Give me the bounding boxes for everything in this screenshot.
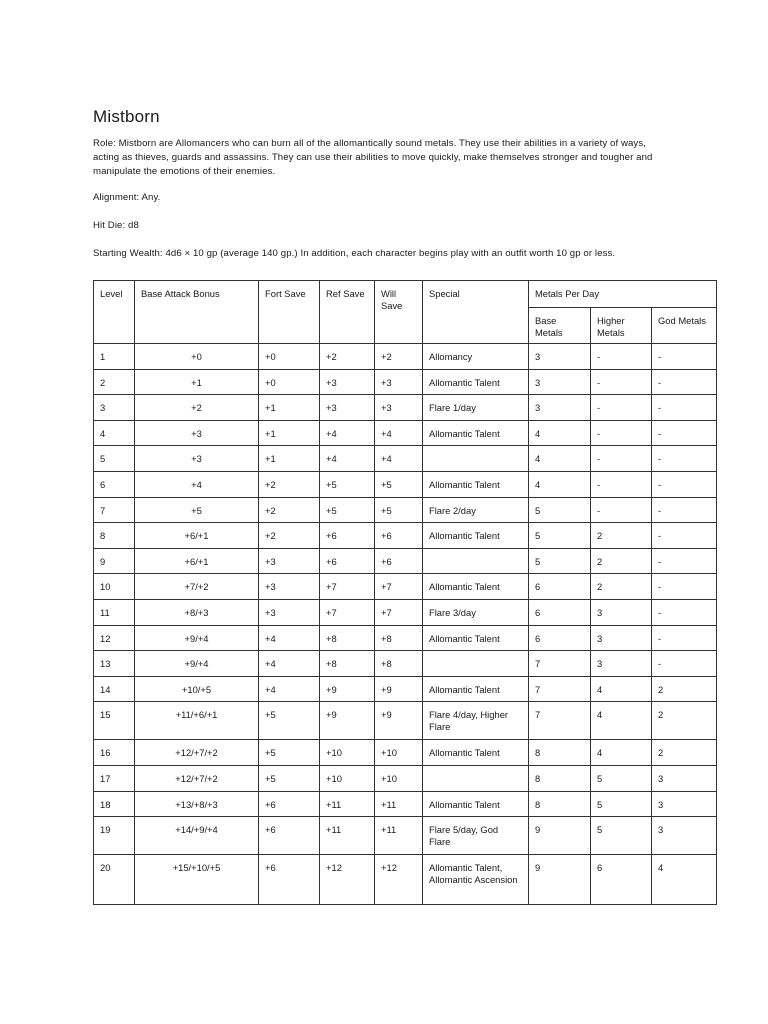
page-title: Mistborn xyxy=(93,107,160,126)
header-level: Level xyxy=(94,281,135,344)
cell-ref-save: +4 xyxy=(320,420,375,446)
cell-ref-save: +7 xyxy=(320,599,375,625)
header-higher-metals: Higher Metals xyxy=(591,308,652,344)
cell-base-metals: 6 xyxy=(529,625,591,651)
table-row xyxy=(94,395,717,421)
cell-base-attack-bonus: +6/+1 xyxy=(135,548,259,574)
cell-higher-metals: - xyxy=(591,344,652,370)
cell-fort-save: +4 xyxy=(259,625,320,651)
cell-special xyxy=(423,446,529,472)
cell-will-save: +6 xyxy=(375,523,423,549)
table-row xyxy=(94,702,717,740)
cell-special xyxy=(423,765,529,791)
cell-special xyxy=(423,548,529,574)
cell-fort-save: +5 xyxy=(259,702,320,740)
starting-wealth-paragraph: Starting Wealth: 4d6 × 10 gp (average 140 gp.) In addition, each character begins play with an outfit worth 10 gp or less. xyxy=(93,248,616,259)
cell-fort-save: +6 xyxy=(259,817,320,855)
cell-ref-save: +11 xyxy=(320,817,375,855)
cell-base-attack-bonus: +4 xyxy=(135,471,259,497)
cell-special: Allomantic Talent xyxy=(423,740,529,766)
table-row xyxy=(94,548,717,574)
cell-base-attack-bonus: +7/+2 xyxy=(135,574,259,600)
cell-god-metals: - xyxy=(652,369,717,395)
cell-fort-save: +1 xyxy=(259,395,320,421)
cell-base-metals: 3 xyxy=(529,369,591,395)
cell-base-attack-bonus: +10/+5 xyxy=(135,676,259,702)
cell-level: 16 xyxy=(94,740,135,766)
cell-base-attack-bonus: +13/+8/+3 xyxy=(135,791,259,817)
cell-higher-metals: 4 xyxy=(591,676,652,702)
cell-base-metals: 9 xyxy=(529,855,591,905)
cell-will-save: +6 xyxy=(375,548,423,574)
cell-ref-save: +4 xyxy=(320,446,375,472)
cell-fort-save: +4 xyxy=(259,651,320,677)
table-row xyxy=(94,855,717,905)
header-base-metals: Base Metals xyxy=(529,308,591,344)
cell-level: 9 xyxy=(94,548,135,574)
cell-god-metals: - xyxy=(652,344,717,370)
cell-ref-save: +11 xyxy=(320,791,375,817)
cell-base-metals: 6 xyxy=(529,574,591,600)
header-god-metals: God Metals xyxy=(652,308,717,344)
header-fort-save: Fort Save xyxy=(259,281,320,344)
cell-special: Flare 5/day, God Flare xyxy=(423,817,529,855)
cell-base-attack-bonus: +0 xyxy=(135,344,259,370)
cell-higher-metals: - xyxy=(591,369,652,395)
role-paragraph: Role: Mistborn are Allomancers who can burn all of the allomantically sound metals. They use their abilities in a variety of ways, acting as thieves, guards and assassins. They can use their abilities to move quickly, make themselves stronger and tougher and manipulate the emotions of their enemies. xyxy=(93,138,653,177)
cell-base-attack-bonus: +14/+9/+4 xyxy=(135,817,259,855)
cell-will-save: +3 xyxy=(375,369,423,395)
cell-will-save: +7 xyxy=(375,599,423,625)
cell-higher-metals: 5 xyxy=(591,765,652,791)
table-row xyxy=(94,523,717,549)
cell-fort-save: +5 xyxy=(259,765,320,791)
table-row xyxy=(94,344,717,370)
cell-level: 12 xyxy=(94,625,135,651)
cell-ref-save: +6 xyxy=(320,523,375,549)
cell-god-metals: 4 xyxy=(652,855,717,905)
cell-ref-save: +3 xyxy=(320,369,375,395)
cell-will-save: +11 xyxy=(375,791,423,817)
cell-will-save: +9 xyxy=(375,676,423,702)
cell-base-attack-bonus: +2 xyxy=(135,395,259,421)
cell-god-metals: - xyxy=(652,395,717,421)
cell-special: Allomantic Talent xyxy=(423,676,529,702)
cell-base-metals: 7 xyxy=(529,676,591,702)
cell-special: Allomantic Talent xyxy=(423,420,529,446)
cell-higher-metals: 2 xyxy=(591,523,652,549)
table-row xyxy=(94,471,717,497)
cell-god-metals: - xyxy=(652,446,717,472)
header-will-save: Will Save xyxy=(375,281,423,344)
table-row xyxy=(94,765,717,791)
table-row xyxy=(94,420,717,446)
cell-base-attack-bonus: +3 xyxy=(135,420,259,446)
cell-level: 2 xyxy=(94,369,135,395)
cell-will-save: +9 xyxy=(375,702,423,740)
cell-will-save: +4 xyxy=(375,420,423,446)
cell-will-save: +3 xyxy=(375,395,423,421)
cell-fort-save: +5 xyxy=(259,740,320,766)
cell-level: 20 xyxy=(94,855,135,905)
table-row xyxy=(94,651,717,677)
cell-special: Allomantic Talent xyxy=(423,523,529,549)
cell-ref-save: +5 xyxy=(320,471,375,497)
cell-special: Flare 2/day xyxy=(423,497,529,523)
cell-will-save: +5 xyxy=(375,471,423,497)
cell-ref-save: +9 xyxy=(320,676,375,702)
cell-base-attack-bonus: +5 xyxy=(135,497,259,523)
cell-base-metals: 6 xyxy=(529,599,591,625)
cell-higher-metals: 5 xyxy=(591,817,652,855)
cell-will-save: +11 xyxy=(375,817,423,855)
cell-level: 14 xyxy=(94,676,135,702)
cell-base-attack-bonus: +9/+4 xyxy=(135,651,259,677)
cell-base-metals: 5 xyxy=(529,497,591,523)
cell-fort-save: +0 xyxy=(259,369,320,395)
cell-base-metals: 8 xyxy=(529,740,591,766)
table-row xyxy=(94,817,717,855)
cell-base-metals: 8 xyxy=(529,791,591,817)
cell-higher-metals: 4 xyxy=(591,702,652,740)
cell-god-metals: 3 xyxy=(652,765,717,791)
table-row xyxy=(94,676,717,702)
cell-will-save: +2 xyxy=(375,344,423,370)
cell-base-metals: 4 xyxy=(529,420,591,446)
cell-will-save: +10 xyxy=(375,740,423,766)
cell-god-metals: 2 xyxy=(652,702,717,740)
cell-special xyxy=(423,651,529,677)
cell-level: 15 xyxy=(94,702,135,740)
table-row xyxy=(94,574,717,600)
table-row xyxy=(94,369,717,395)
cell-special: Flare 4/day, Higher Flare xyxy=(423,702,529,740)
cell-base-attack-bonus: +15/+10/+5 xyxy=(135,855,259,905)
cell-will-save: +5 xyxy=(375,497,423,523)
cell-god-metals: - xyxy=(652,651,717,677)
cell-fort-save: +3 xyxy=(259,599,320,625)
cell-special: Allomantic Talent xyxy=(423,369,529,395)
cell-level: 19 xyxy=(94,817,135,855)
cell-fort-save: +2 xyxy=(259,471,320,497)
cell-base-attack-bonus: +1 xyxy=(135,369,259,395)
cell-base-metals: 7 xyxy=(529,651,591,677)
cell-ref-save: +8 xyxy=(320,651,375,677)
cell-ref-save: +5 xyxy=(320,497,375,523)
cell-base-metals: 3 xyxy=(529,395,591,421)
cell-higher-metals: - xyxy=(591,446,652,472)
cell-special: Allomantic Talent xyxy=(423,471,529,497)
cell-ref-save: +6 xyxy=(320,548,375,574)
cell-special: Allomancy xyxy=(423,344,529,370)
cell-special: Flare 1/day xyxy=(423,395,529,421)
cell-will-save: +10 xyxy=(375,765,423,791)
hit-die-paragraph: Hit Die: d8 xyxy=(93,220,139,231)
cell-base-attack-bonus: +11/+6/+1 xyxy=(135,702,259,740)
cell-god-metals: - xyxy=(652,523,717,549)
cell-god-metals: - xyxy=(652,497,717,523)
cell-ref-save: +9 xyxy=(320,702,375,740)
cell-god-metals: 3 xyxy=(652,817,717,855)
cell-base-metals: 5 xyxy=(529,548,591,574)
cell-higher-metals: 2 xyxy=(591,548,652,574)
cell-fort-save: +1 xyxy=(259,420,320,446)
cell-god-metals: - xyxy=(652,471,717,497)
cell-ref-save: +10 xyxy=(320,765,375,791)
table-body xyxy=(94,344,717,905)
cell-base-attack-bonus: +6/+1 xyxy=(135,523,259,549)
cell-base-metals: 7 xyxy=(529,702,591,740)
header-base-attack-bonus: Base Attack Bonus xyxy=(135,281,259,344)
cell-god-metals: - xyxy=(652,574,717,600)
table-row xyxy=(94,446,717,472)
cell-fort-save: +2 xyxy=(259,497,320,523)
cell-level: 5 xyxy=(94,446,135,472)
table-row xyxy=(94,625,717,651)
cell-special: Allomantic Talent, Allomantic Ascension xyxy=(423,855,529,905)
cell-base-attack-bonus: +12/+7/+2 xyxy=(135,765,259,791)
cell-ref-save: +7 xyxy=(320,574,375,600)
cell-base-attack-bonus: +8/+3 xyxy=(135,599,259,625)
cell-higher-metals: 3 xyxy=(591,599,652,625)
alignment-paragraph: Alignment: Any. xyxy=(93,192,161,203)
table-row xyxy=(94,791,717,817)
cell-special: Allomantic Talent xyxy=(423,574,529,600)
cell-level: 10 xyxy=(94,574,135,600)
cell-higher-metals: 4 xyxy=(591,740,652,766)
cell-higher-metals: - xyxy=(591,395,652,421)
cell-god-metals: - xyxy=(652,625,717,651)
cell-level: 17 xyxy=(94,765,135,791)
cell-god-metals: - xyxy=(652,548,717,574)
cell-higher-metals: 6 xyxy=(591,855,652,905)
cell-will-save: +7 xyxy=(375,574,423,600)
cell-base-metals: 4 xyxy=(529,446,591,472)
cell-special: Flare 3/day xyxy=(423,599,529,625)
cell-level: 18 xyxy=(94,791,135,817)
cell-god-metals: 2 xyxy=(652,740,717,766)
cell-higher-metals: 3 xyxy=(591,625,652,651)
header-metals-per-day: Metals Per Day xyxy=(529,281,717,308)
table-header-row xyxy=(94,281,717,308)
cell-will-save: +12 xyxy=(375,855,423,905)
cell-base-attack-bonus: +9/+4 xyxy=(135,625,259,651)
header-special: Special xyxy=(423,281,529,344)
cell-higher-metals: 5 xyxy=(591,791,652,817)
cell-special: Allomantic Talent xyxy=(423,791,529,817)
cell-fort-save: +0 xyxy=(259,344,320,370)
cell-base-metals: 3 xyxy=(529,344,591,370)
cell-level: 3 xyxy=(94,395,135,421)
cell-higher-metals: - xyxy=(591,420,652,446)
cell-higher-metals: - xyxy=(591,497,652,523)
cell-fort-save: +3 xyxy=(259,548,320,574)
cell-special: Allomantic Talent xyxy=(423,625,529,651)
header-ref-save: Ref Save xyxy=(320,281,375,344)
cell-god-metals: 3 xyxy=(652,791,717,817)
cell-base-metals: 4 xyxy=(529,471,591,497)
cell-base-attack-bonus: +12/+7/+2 xyxy=(135,740,259,766)
cell-level: 8 xyxy=(94,523,135,549)
cell-level: 7 xyxy=(94,497,135,523)
cell-fort-save: +1 xyxy=(259,446,320,472)
cell-base-metals: 8 xyxy=(529,765,591,791)
cell-will-save: +4 xyxy=(375,446,423,472)
cell-will-save: +8 xyxy=(375,625,423,651)
cell-level: 6 xyxy=(94,471,135,497)
cell-level: 11 xyxy=(94,599,135,625)
cell-ref-save: +8 xyxy=(320,625,375,651)
cell-level: 4 xyxy=(94,420,135,446)
cell-higher-metals: 3 xyxy=(591,651,652,677)
cell-ref-save: +2 xyxy=(320,344,375,370)
cell-higher-metals: - xyxy=(591,471,652,497)
cell-god-metals: - xyxy=(652,420,717,446)
cell-level: 13 xyxy=(94,651,135,677)
cell-fort-save: +6 xyxy=(259,855,320,905)
cell-higher-metals: 2 xyxy=(591,574,652,600)
cell-god-metals: 2 xyxy=(652,676,717,702)
cell-ref-save: +3 xyxy=(320,395,375,421)
cell-ref-save: +10 xyxy=(320,740,375,766)
table-row xyxy=(94,599,717,625)
table-row xyxy=(94,497,717,523)
table-row xyxy=(94,740,717,766)
cell-fort-save: +4 xyxy=(259,676,320,702)
cell-god-metals: - xyxy=(652,599,717,625)
cell-fort-save: +6 xyxy=(259,791,320,817)
cell-will-save: +8 xyxy=(375,651,423,677)
cell-base-attack-bonus: +3 xyxy=(135,446,259,472)
cell-fort-save: +3 xyxy=(259,574,320,600)
cell-ref-save: +12 xyxy=(320,855,375,905)
cell-fort-save: +2 xyxy=(259,523,320,549)
cell-level: 1 xyxy=(94,344,135,370)
cell-base-metals: 9 xyxy=(529,817,591,855)
cell-base-metals: 5 xyxy=(529,523,591,549)
class-progression-table xyxy=(93,280,717,905)
